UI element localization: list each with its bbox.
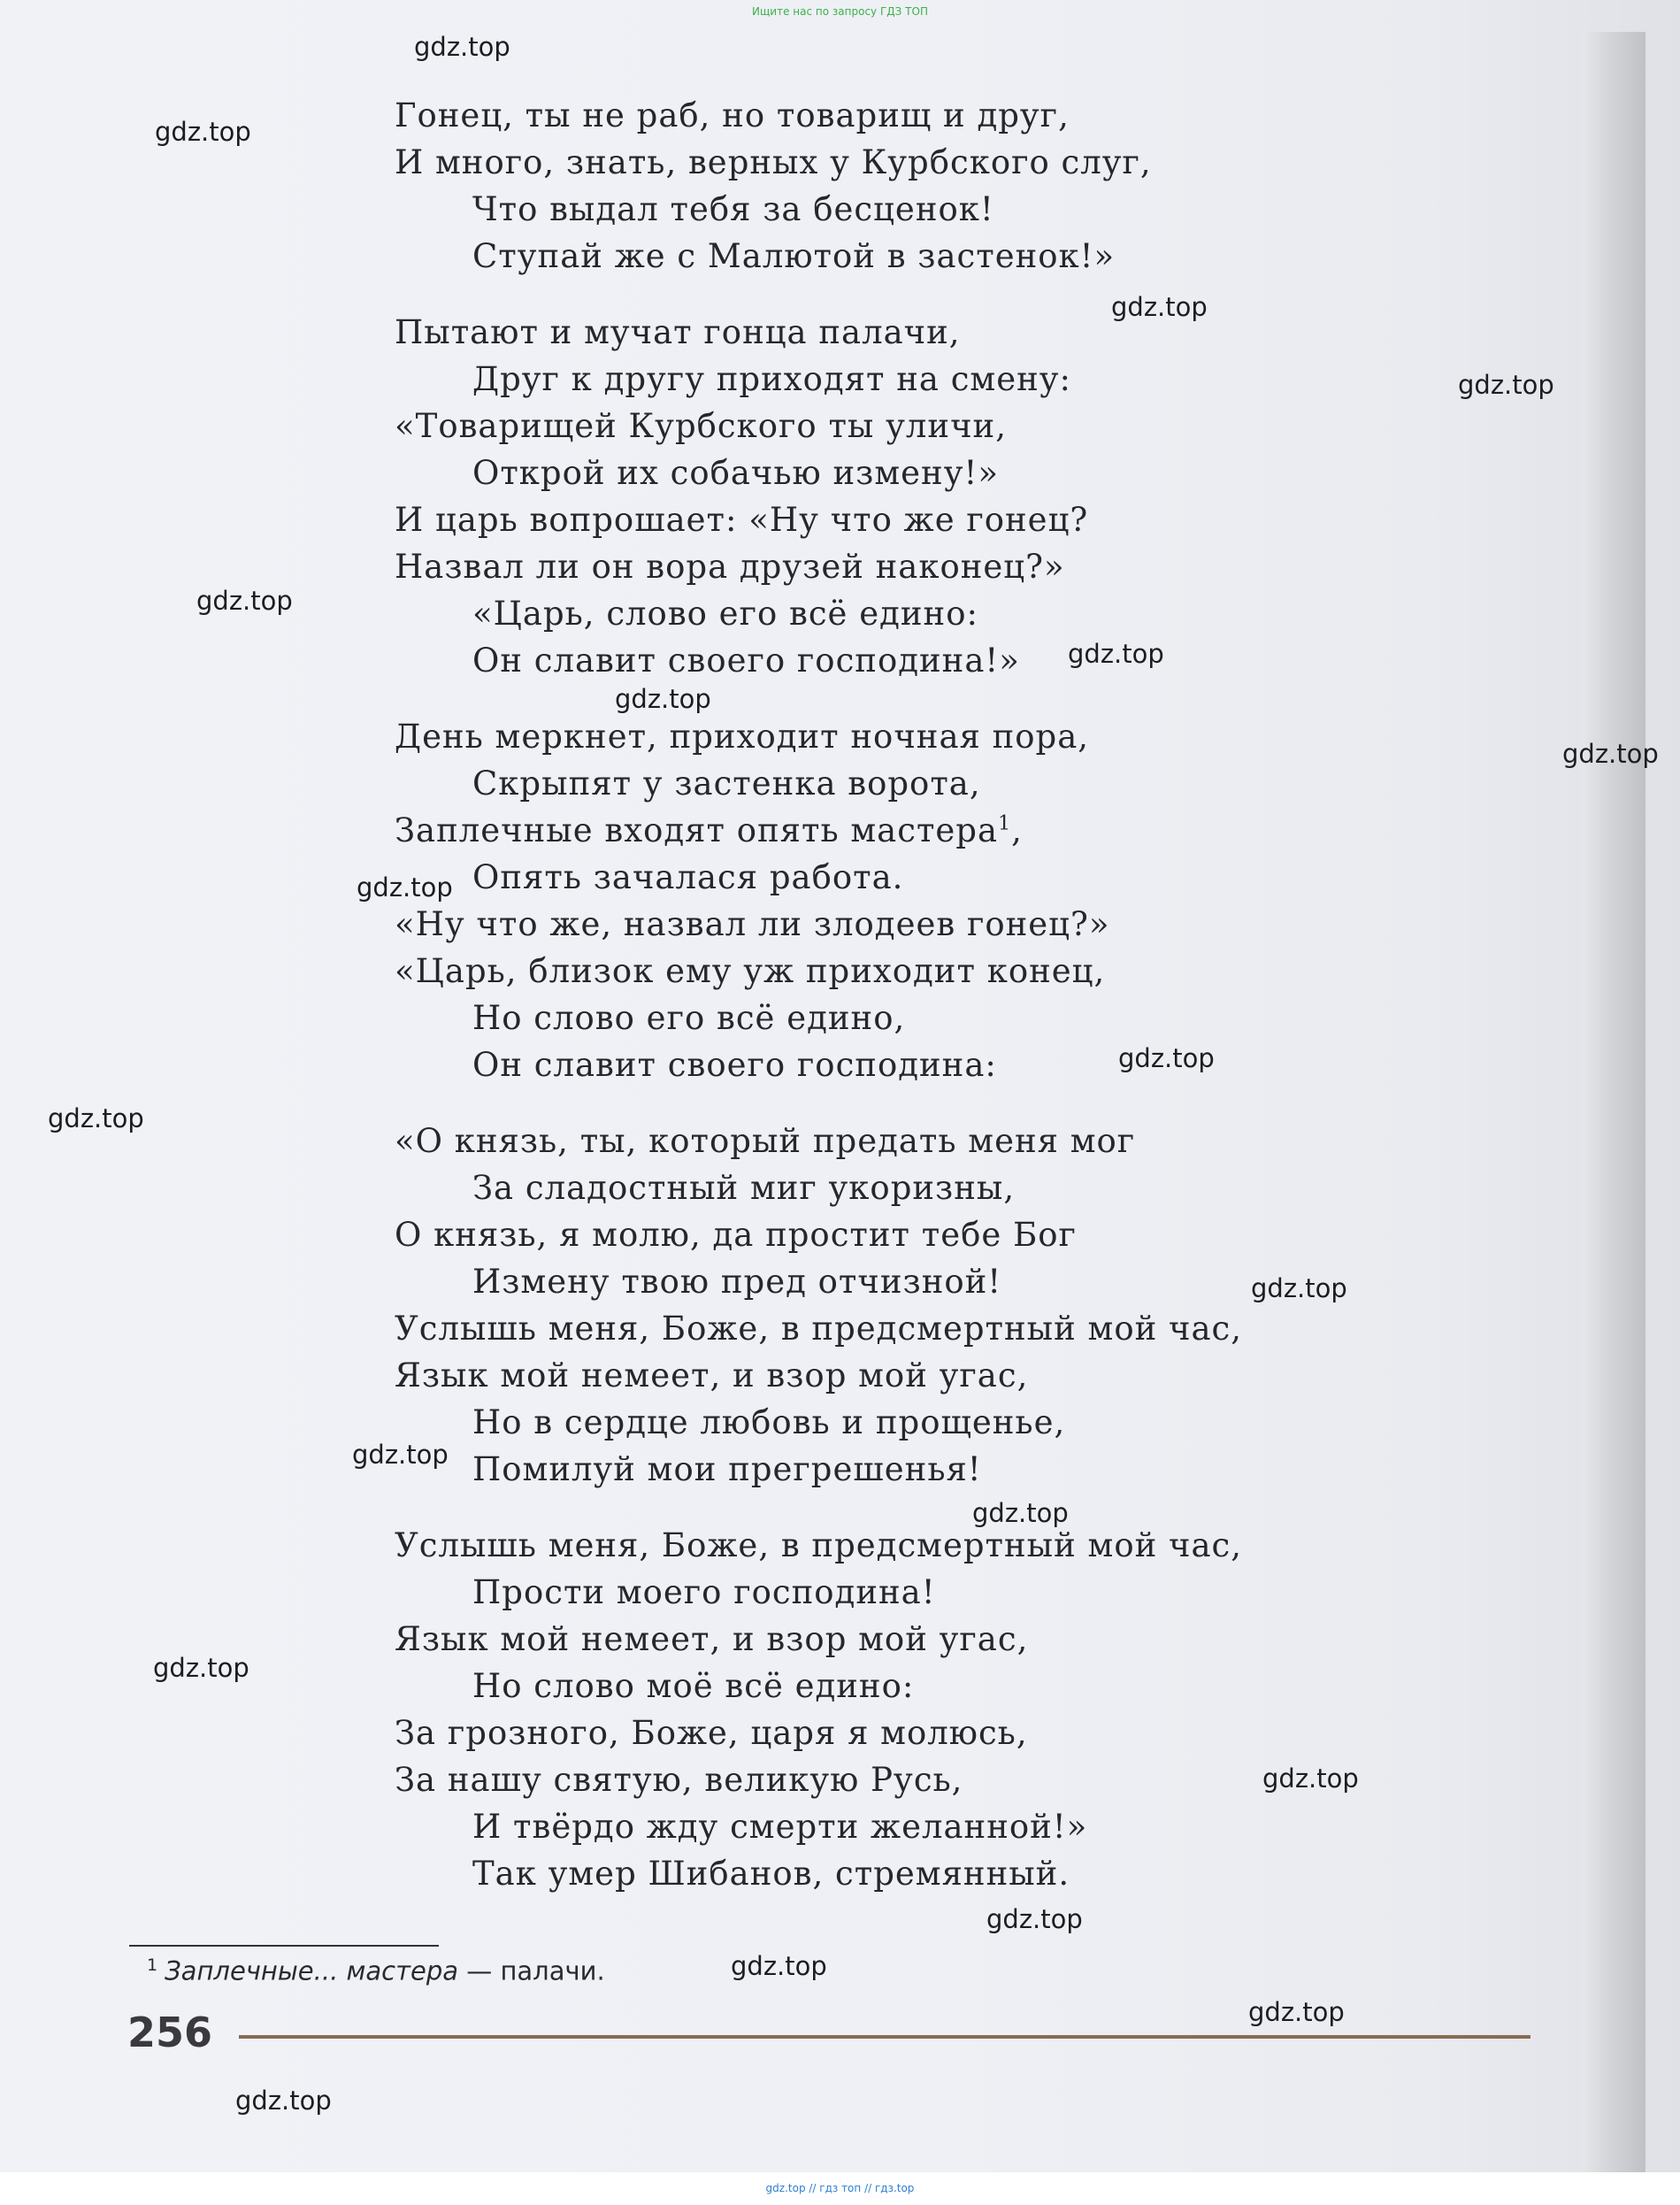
watermark: gdz.top (352, 1440, 449, 1470)
watermark: gdz.top (48, 1103, 144, 1133)
poem-line-text: И много, знать, верных у Курбского слуг, (395, 143, 1152, 181)
poem-line-text: Заплечные входят опять мастера (395, 811, 999, 849)
poem-line (395, 1709, 1509, 1756)
poem-line-text: И царь вопрошает: «Ну что же гонец? (395, 501, 1089, 539)
poem-line (395, 901, 1509, 948)
poem-line-text: За грозного, Боже, царя я молюсь, (395, 1714, 1028, 1752)
poem-line (395, 403, 1509, 449)
watermark: gdz.top (153, 1653, 249, 1683)
poem-line (395, 1305, 1509, 1352)
poem-line-text: «Царь, слово его всё едино: (472, 595, 978, 633)
poem-line (395, 807, 1509, 854)
poem-line-text: Гонец, ты не раб, но товарищ и друг, (395, 96, 1070, 134)
poem-line (395, 1118, 1509, 1164)
watermark: gdz.top (986, 1904, 1083, 1934)
poem-line (395, 1663, 1509, 1709)
footnote-definition: — палачи. (458, 1955, 605, 1986)
poem-line (395, 995, 1509, 1041)
watermark: gdz.top (1248, 1997, 1345, 2027)
poem-line-text: Язык мой немеет, и взор мой угас, (395, 1356, 1029, 1394)
poem-line (395, 1522, 1509, 1569)
poem-line (395, 1211, 1509, 1258)
poem-stanza (395, 309, 1509, 684)
watermark: gdz.top (615, 684, 711, 714)
bottom-banner[interactable]: gdz.top // гдз топ // гдз.top (765, 2182, 915, 2194)
watermark: gdz.top (731, 1951, 827, 1981)
poem-line-text: Но слово моё всё едино: (472, 1667, 915, 1705)
poem-line (395, 1850, 1509, 1897)
poem-line-text: Измену твою пред отчизной! (472, 1263, 1002, 1301)
watermark: gdz.top (1251, 1273, 1347, 1303)
poem-line (395, 1399, 1509, 1446)
poem-line-text: «Товарищей Курбского ты уличи, (395, 407, 1007, 445)
watermark: gdz.top (235, 2086, 332, 2116)
poem-line-text: Опять зачалася работа. (472, 858, 904, 896)
poem-line (395, 1352, 1509, 1399)
poem-line-text: Услышь меня, Боже, в предсмертный мой час, (395, 1310, 1243, 1348)
poem-line-text: За сладостный миг укоризны, (472, 1169, 1016, 1207)
poem-text (395, 92, 1509, 1897)
watermark: gdz.top (972, 1498, 1069, 1528)
poem-line-text: День меркнет, приходит ночная пора, (395, 718, 1090, 756)
poem-line (395, 948, 1509, 995)
poem-line-text: Так умер Шибанов, стремянный. (472, 1855, 1070, 1893)
top-banner[interactable]: Ищите нас по запросу ГДЗ ТОП (752, 5, 928, 18)
poem-line (395, 92, 1509, 139)
poem-stanza (395, 1522, 1509, 1897)
poem-line-text: Услышь меня, Боже, в предсмертный мой час, (395, 1526, 1243, 1564)
watermark: gdz.top (1068, 639, 1164, 669)
watermark: gdz.top (1562, 739, 1659, 769)
poem-line-text: Что выдал тебя за бесценок! (472, 190, 994, 228)
poem-line-text: За нашу святую, великую Русь, (395, 1761, 963, 1799)
poem-line (395, 543, 1509, 590)
poem-line-text: И твёрдо жду смерти желанной!» (472, 1808, 1088, 1846)
poem-line-text: Ступай же с Малютой в застенок!» (472, 237, 1116, 275)
poem-line (395, 233, 1509, 280)
poem-line (395, 713, 1509, 760)
poem-line (395, 1164, 1509, 1211)
poem-line (395, 1569, 1509, 1616)
poem-stanza (395, 713, 1509, 1088)
footnote-term: Заплечные... мастера (165, 1955, 459, 1986)
watermark: gdz.top (357, 872, 453, 903)
poem-line (395, 590, 1509, 637)
poem-line (395, 637, 1509, 684)
page-number: 256 (127, 2009, 213, 2056)
page-number-rule (239, 2035, 1530, 2039)
poem-line-text: Скрыпят у застенка ворота, (472, 764, 981, 803)
poem-line (395, 1803, 1509, 1850)
footnote-reference: 1 (998, 812, 1012, 835)
poem-line (395, 186, 1509, 233)
poem-stanza (395, 92, 1509, 280)
watermark: gdz.top (1118, 1043, 1215, 1073)
poem-line (395, 760, 1509, 807)
poem-line-text: Назвал ли он вора друзей наконец?» (395, 548, 1065, 586)
footnote-rule (129, 1945, 439, 1947)
poem-line-text: Друг к другу приходят на смену: (472, 360, 1072, 398)
poem-stanza (395, 1118, 1509, 1493)
poem-line (395, 356, 1509, 403)
poem-line-text: Язык мой немеет, и взор мой угас, (395, 1620, 1029, 1658)
poem-line (395, 449, 1509, 496)
poem-line-text: Открой их собачью измену!» (472, 454, 999, 492)
poem-line-text: О князь, я молю, да простит тебе Бог (395, 1216, 1077, 1254)
watermark: gdz.top (414, 32, 510, 62)
poem-line-text: «Царь, близок ему уж приходит конец, (395, 952, 1106, 990)
poem-line-text: Помилуй мои прегрешенья! (472, 1450, 982, 1488)
poem-line-text: Но слово его всё едино, (472, 999, 906, 1037)
poem-line (395, 496, 1509, 543)
poem-line-text: Но в сердце любовь и прощенье, (472, 1403, 1066, 1441)
poem-line-text: Он славит своего господина: (472, 1046, 997, 1084)
poem-line-punctuation: , (1011, 811, 1023, 849)
poem-line (395, 139, 1509, 186)
watermark: gdz.top (1111, 292, 1208, 322)
poem-line (395, 1041, 1509, 1088)
watermark: gdz.top (1262, 1763, 1359, 1794)
poem-line-text: «Ну что же, назвал ли злодеев гонец?» (395, 905, 1110, 943)
watermark: gdz.top (196, 586, 293, 616)
poem-line (395, 1446, 1509, 1493)
footnote-number: 1 (147, 1955, 158, 1975)
poem-line (395, 854, 1509, 901)
footnote (147, 1955, 605, 1986)
poem-line (395, 309, 1509, 356)
watermark: gdz.top (155, 117, 251, 147)
poem-line-text: Он славит своего господина!» (472, 642, 1020, 680)
poem-line-text: Пытают и мучат гонца палачи, (395, 313, 961, 351)
watermark: gdz.top (1458, 370, 1554, 400)
poem-line-text: «О князь, ты, который предать меня мог (395, 1122, 1136, 1160)
page-binding-edge (1582, 32, 1645, 2173)
poem-line (395, 1616, 1509, 1663)
poem-line-text: Прости моего господина! (472, 1573, 936, 1611)
